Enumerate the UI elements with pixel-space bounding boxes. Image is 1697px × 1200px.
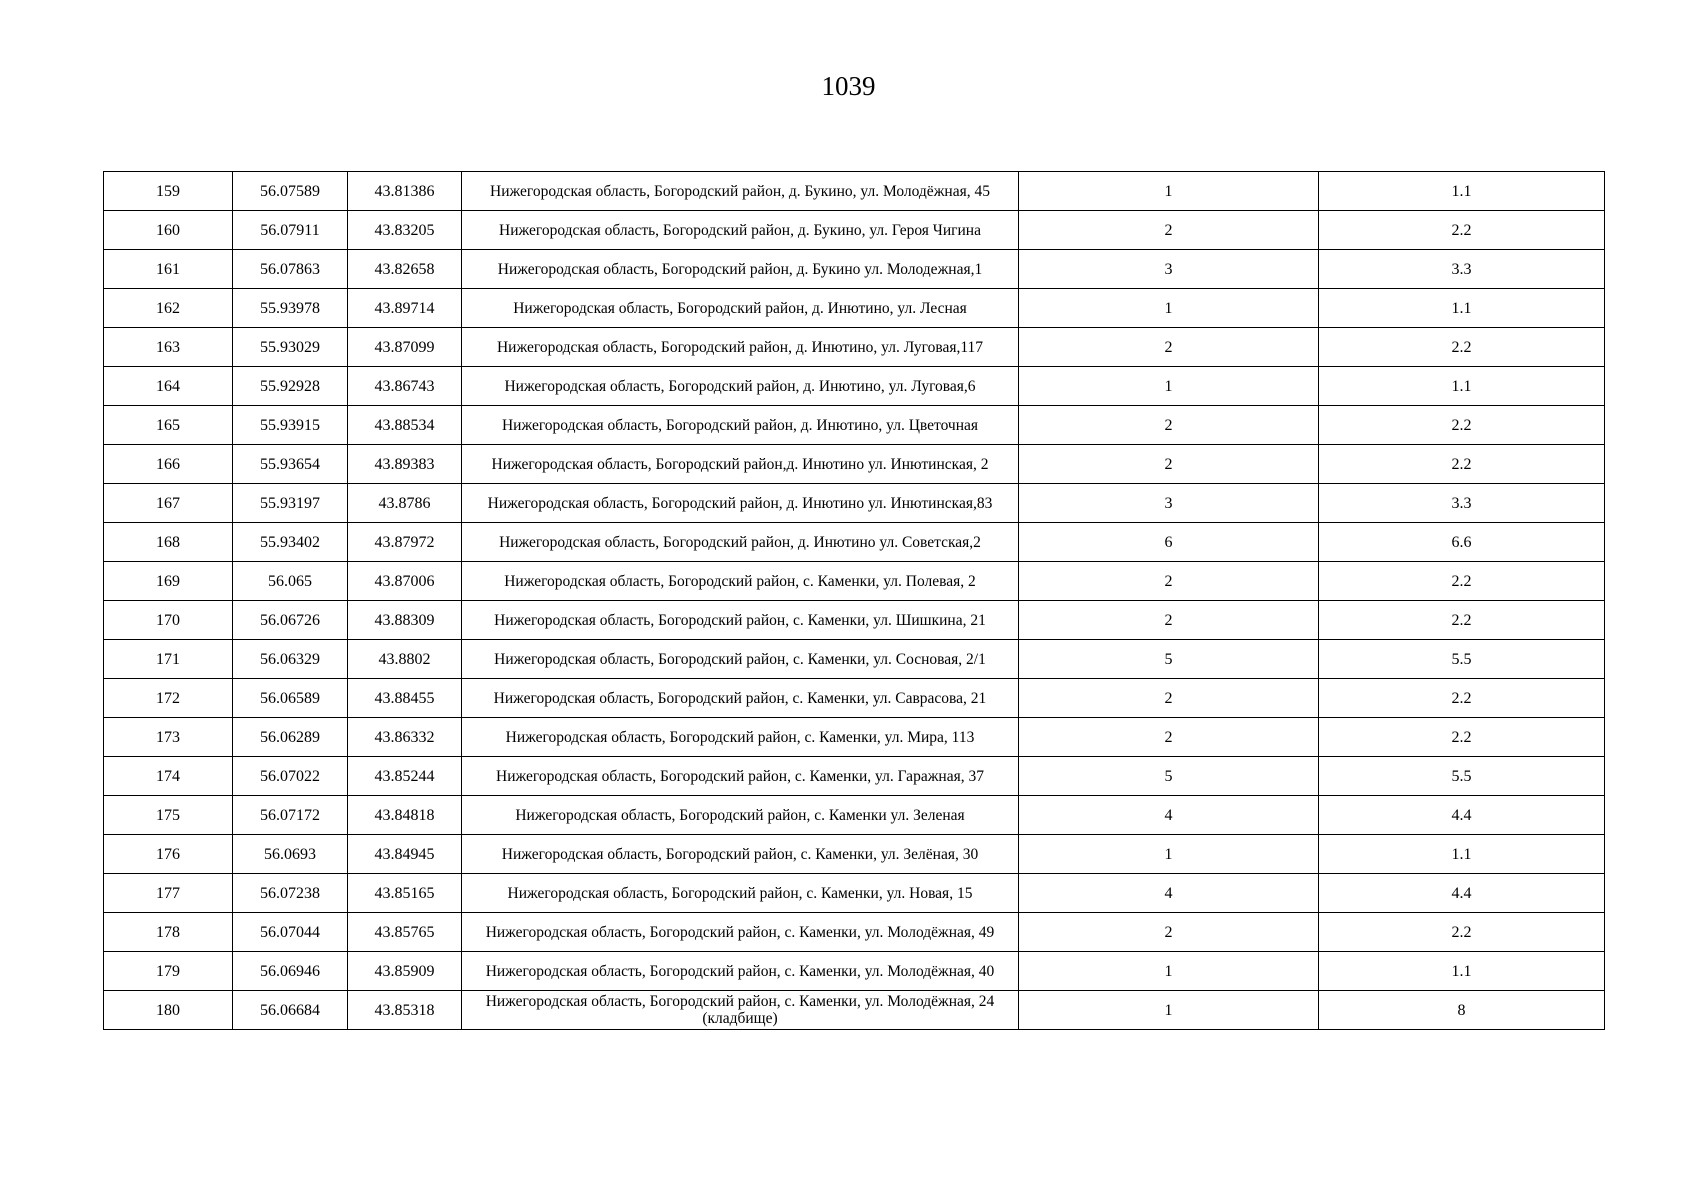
count-cell: 5 [1019, 757, 1319, 796]
table-row [104, 289, 1605, 328]
count-cell: 1 [1019, 952, 1319, 991]
count-cell: 4 [1019, 874, 1319, 913]
row-number: 174 [104, 757, 233, 796]
latitude-cell: 56.06329 [233, 640, 348, 679]
address-cell: Нижегородская область, Богородский район, д. Букино, ул. Героя Чигина [462, 211, 1019, 250]
latitude-cell: 56.07022 [233, 757, 348, 796]
value-cell: 6.6 [1319, 523, 1605, 562]
latitude-cell: 56.06589 [233, 679, 348, 718]
longitude-cell: 43.84945 [348, 835, 462, 874]
table-row [104, 757, 1605, 796]
table-row [104, 640, 1605, 679]
longitude-cell: 43.87972 [348, 523, 462, 562]
count-cell: 2 [1019, 445, 1319, 484]
row-number: 161 [104, 250, 233, 289]
latitude-cell: 56.06946 [233, 952, 348, 991]
longitude-cell: 43.86332 [348, 718, 462, 757]
latitude-cell: 56.06289 [233, 718, 348, 757]
count-cell: 2 [1019, 328, 1319, 367]
row-number: 170 [104, 601, 233, 640]
row-number: 164 [104, 367, 233, 406]
address-cell: Нижегородская область, Богородский район, д. Инютино ул. Советская,2 [462, 523, 1019, 562]
table-row [104, 874, 1605, 913]
row-number: 160 [104, 211, 233, 250]
address-cell: Нижегородская область, Богородский район, д. Инютино, ул. Луговая,117 [462, 328, 1019, 367]
row-number: 178 [104, 913, 233, 952]
count-cell: 1 [1019, 367, 1319, 406]
address-cell: Нижегородская область, Богородский район, с. Каменки, ул. Шишкина, 21 [462, 601, 1019, 640]
address-cell: Нижегородская область, Богородский район, с. Каменки, ул. Мира, 113 [462, 718, 1019, 757]
address-cell: Нижегородская область, Богородский район, д. Букино, ул. Молодёжная, 45 [462, 172, 1019, 211]
table-row [104, 406, 1605, 445]
address-cell: Нижегородская область, Богородский район, с. Каменки, ул. Молодёжная, 24 (кладбище) [462, 991, 1019, 1030]
address-cell: Нижегородская область, Богородский район, с. Каменки, ул. Гаражная, 37 [462, 757, 1019, 796]
longitude-cell: 43.85909 [348, 952, 462, 991]
value-cell: 2.2 [1319, 211, 1605, 250]
page-number: 1039 [821, 71, 876, 101]
value-cell: 2.2 [1319, 562, 1605, 601]
row-number: 168 [104, 523, 233, 562]
value-cell: 3.3 [1319, 250, 1605, 289]
table-row [104, 445, 1605, 484]
value-cell: 5.5 [1319, 757, 1605, 796]
row-number: 166 [104, 445, 233, 484]
count-cell: 2 [1019, 406, 1319, 445]
table-row [104, 601, 1605, 640]
longitude-cell: 43.86743 [348, 367, 462, 406]
longitude-cell: 43.87099 [348, 328, 462, 367]
longitude-cell: 43.85165 [348, 874, 462, 913]
table-row [104, 679, 1605, 718]
row-number: 159 [104, 172, 233, 211]
row-number: 176 [104, 835, 233, 874]
count-cell: 1 [1019, 289, 1319, 328]
table-row [104, 172, 1605, 211]
table-row [104, 211, 1605, 250]
value-cell: 3.3 [1319, 484, 1605, 523]
count-cell: 3 [1019, 250, 1319, 289]
address-cell: Нижегородская область, Богородский район, д. Букино ул. Молодежная,1 [462, 250, 1019, 289]
latitude-cell: 55.93654 [233, 445, 348, 484]
value-cell: 5.5 [1319, 640, 1605, 679]
longitude-cell: 43.85318 [348, 991, 462, 1030]
row-number: 171 [104, 640, 233, 679]
row-number: 163 [104, 328, 233, 367]
longitude-cell: 43.83205 [348, 211, 462, 250]
address-cell: Нижегородская область, Богородский район, с. Каменки, ул. Сосновая, 2/1 [462, 640, 1019, 679]
count-cell: 2 [1019, 913, 1319, 952]
table-row [104, 913, 1605, 952]
table-row [104, 835, 1605, 874]
count-cell: 6 [1019, 523, 1319, 562]
latitude-cell: 56.07238 [233, 874, 348, 913]
value-cell: 1.1 [1319, 172, 1605, 211]
value-cell: 2.2 [1319, 601, 1605, 640]
count-cell: 1 [1019, 172, 1319, 211]
row-number: 177 [104, 874, 233, 913]
count-cell: 2 [1019, 601, 1319, 640]
row-number: 162 [104, 289, 233, 328]
longitude-cell: 43.88534 [348, 406, 462, 445]
row-number: 165 [104, 406, 233, 445]
latitude-cell: 55.93197 [233, 484, 348, 523]
value-cell: 4.4 [1319, 796, 1605, 835]
value-cell: 1.1 [1319, 289, 1605, 328]
count-cell: 1 [1019, 835, 1319, 874]
address-cell: Нижегородская область, Богородский район, д. Инютино, ул. Лесная [462, 289, 1019, 328]
address-cell: Нижегородская область, Богородский район,д. Инютино ул. Инютинская, 2 [462, 445, 1019, 484]
count-cell: 3 [1019, 484, 1319, 523]
table-row [104, 250, 1605, 289]
address-cell: Нижегородская область, Богородский район, д. Инютино ул. Инютинская,83 [462, 484, 1019, 523]
table-row [104, 367, 1605, 406]
longitude-cell: 43.8802 [348, 640, 462, 679]
address-cell: Нижегородская область, Богородский район, с. Каменки, ул. Молодёжная, 40 [462, 952, 1019, 991]
count-cell: 2 [1019, 718, 1319, 757]
longitude-cell: 43.85765 [348, 913, 462, 952]
count-cell: 2 [1019, 679, 1319, 718]
address-cell: Нижегородская область, Богородский район, с. Каменки, ул. Зелёная, 30 [462, 835, 1019, 874]
value-cell: 2.2 [1319, 679, 1605, 718]
value-cell: 2.2 [1319, 718, 1605, 757]
table-row [104, 952, 1605, 991]
value-cell: 2.2 [1319, 913, 1605, 952]
data-table [103, 171, 1605, 1030]
longitude-cell: 43.88455 [348, 679, 462, 718]
row-number: 167 [104, 484, 233, 523]
count-cell: 2 [1019, 211, 1319, 250]
longitude-cell: 43.89383 [348, 445, 462, 484]
value-cell: 1.1 [1319, 367, 1605, 406]
address-cell: Нижегородская область, Богородский район, с. Каменки, ул. Саврасова, 21 [462, 679, 1019, 718]
table-row [104, 718, 1605, 757]
latitude-cell: 56.07172 [233, 796, 348, 835]
row-number: 179 [104, 952, 233, 991]
row-number: 173 [104, 718, 233, 757]
count-cell: 4 [1019, 796, 1319, 835]
latitude-cell: 56.06684 [233, 991, 348, 1030]
latitude-cell: 55.93978 [233, 289, 348, 328]
count-cell: 2 [1019, 562, 1319, 601]
row-number: 175 [104, 796, 233, 835]
table-row [104, 523, 1605, 562]
latitude-cell: 56.06726 [233, 601, 348, 640]
count-cell: 1 [1019, 991, 1319, 1030]
longitude-cell: 43.8786 [348, 484, 462, 523]
value-cell: 2.2 [1319, 406, 1605, 445]
address-cell: Нижегородская область, Богородский район, д. Инютино, ул. Луговая,6 [462, 367, 1019, 406]
row-number: 169 [104, 562, 233, 601]
table-row [104, 328, 1605, 367]
longitude-cell: 43.85244 [348, 757, 462, 796]
table-row [104, 991, 1605, 1030]
latitude-cell: 55.93402 [233, 523, 348, 562]
value-cell: 1.1 [1319, 835, 1605, 874]
latitude-cell: 56.07044 [233, 913, 348, 952]
longitude-cell: 43.87006 [348, 562, 462, 601]
latitude-cell: 56.065 [233, 562, 348, 601]
table-row [104, 484, 1605, 523]
latitude-cell: 55.93029 [233, 328, 348, 367]
address-cell: Нижегородская область, Богородский район, с. Каменки, ул. Полевая, 2 [462, 562, 1019, 601]
address-cell: Нижегородская область, Богородский район, д. Инютино, ул. Цветочная [462, 406, 1019, 445]
value-cell: 2.2 [1319, 445, 1605, 484]
row-number: 172 [104, 679, 233, 718]
longitude-cell: 43.81386 [348, 172, 462, 211]
value-cell: 1.1 [1319, 952, 1605, 991]
address-cell: Нижегородская область, Богородский район, с. Каменки, ул. Молодёжная, 49 [462, 913, 1019, 952]
longitude-cell: 43.89714 [348, 289, 462, 328]
table-row [104, 562, 1605, 601]
table-body [104, 172, 1605, 1030]
latitude-cell: 55.93915 [233, 406, 348, 445]
address-cell: Нижегородская область, Богородский район, с. Каменки, ул. Новая, 15 [462, 874, 1019, 913]
value-cell: 4.4 [1319, 874, 1605, 913]
latitude-cell: 55.92928 [233, 367, 348, 406]
value-cell: 8 [1319, 991, 1605, 1030]
count-cell: 5 [1019, 640, 1319, 679]
value-cell: 2.2 [1319, 328, 1605, 367]
longitude-cell: 43.88309 [348, 601, 462, 640]
latitude-cell: 56.0693 [233, 835, 348, 874]
latitude-cell: 56.07863 [233, 250, 348, 289]
latitude-cell: 56.07589 [233, 172, 348, 211]
latitude-cell: 56.07911 [233, 211, 348, 250]
longitude-cell: 43.84818 [348, 796, 462, 835]
table-row [104, 796, 1605, 835]
address-cell: Нижегородская область, Богородский район, с. Каменки ул. Зеленая [462, 796, 1019, 835]
longitude-cell: 43.82658 [348, 250, 462, 289]
row-number: 180 [104, 991, 233, 1030]
